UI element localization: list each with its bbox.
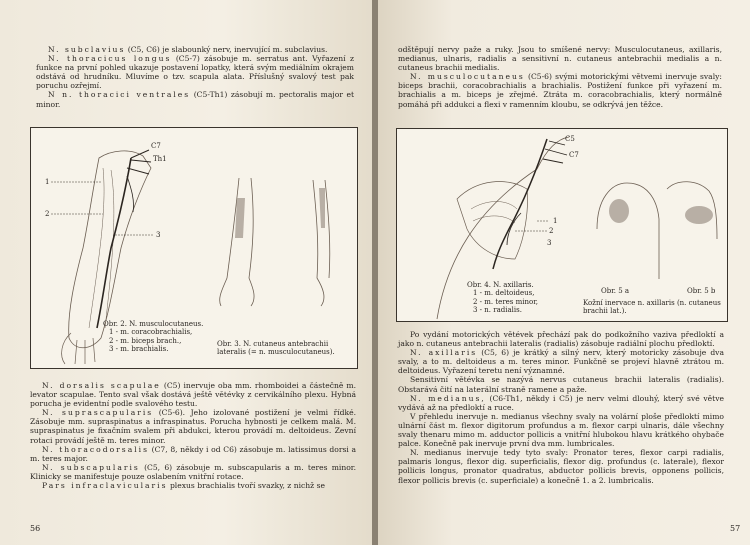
label-th1: Th1 <box>153 155 167 163</box>
paragraph: N. thoracodorsalis (C7, 8, někdy i od C6) zásobuje m. latissimus dorsi a m. teres major. <box>30 444 356 463</box>
fig4-caption: Obr. 4. N. axillaris. 1 - m. deltoideus, 2 - m. teres minor, 3 - n. radialis. <box>467 281 539 315</box>
paragraph: Pars infraclavicularis plexus brachialis tvoří svazky, z nichž se <box>42 481 325 491</box>
left-top-text <box>36 45 354 109</box>
label-c5: C5 <box>565 135 575 143</box>
left-page <box>0 0 372 545</box>
right-top-text <box>398 45 722 109</box>
paragraph: N. musculocutaneus (C5-6) svými motorickými větvemi inervuje svaly: biceps brachii, coracobrachialis a brachialis. Postižení funkce při vyřazení m. brachialis a m. biceps je zřejmé. Ztráta m. coracobrachialis, který normálně pomáhá při addukci a flexi v ramenním kloubu, se odkrývá jen těžce. <box>398 72 722 109</box>
label-1: 1 <box>553 217 558 225</box>
label-3: 3 <box>547 239 552 247</box>
fig3-caption: Obr. 3. N. cutaneus antebrachii lateralis (= n. musculocutaneus). <box>217 340 335 357</box>
paragraph: N. medianus, (C6-Th1, někdy i C5) je nerv velmi dlouhý, který své větve vydává až na předloktí a ruce. <box>398 393 725 412</box>
page-number: 56 <box>30 524 41 533</box>
paragraph: odštěpují nervy paže a ruky. Jsou to smíšené nervy: Musculocutaneus, axillaris, medianus, ulnaris, radialis a sensitivní n. cutaneus antebrachii medialis a n. cutaneus brachii medialis. <box>398 45 722 73</box>
paragraph: N. axillaris (C5, 6) je krátký a silný nerv, který motoricky zásobuje dva svaly, a to m. deltoideus a m. teres minor. Funkčně se projeví hlavně ztrátou m. deltoideus. Vyřazení teretu není významné. <box>398 348 724 376</box>
paragraph: N. thoracicus longus (C5-7) zásobuje m. serratus ant. Vyřazení z funkce na první pohled ukazuje postavení lopatky, která svým mediálním okrajem odstává od hrudníku. Mluvíme o tzv. scapula alata. Příslušný svalový test pak poruchu ozřejmí. <box>36 54 355 91</box>
paragraph: V přehledu inervuje n. medianus všechny svaly na volární ploše předloktí mimo ulnární část m. flexor digitorum profundus a m. flexor carpi ulnaris, dále všechny svaly thenaru mimo m. adductor pollicis a vnitřní hlubokou hlavu krátkého ohybače palce. Konečně pak inervuje první dva mm. lumbricales. <box>398 411 724 449</box>
label-c7: C7 <box>151 142 161 150</box>
paragraph: N. suprascapularis (C5-6). Jeho izolované postižení je velmi řídké. Zásobuje mm. supraspinatus a infraspinatus. Porucha hybnosti je celkem malá. M. supraspinatus je fixačním svalem při abdukci, kterou provádí m. deltoideus. Zevní rotaci provádí ještě m. teres minor. <box>30 408 356 445</box>
label-2: 2 <box>45 210 50 218</box>
label-c7: C7 <box>569 151 579 159</box>
label-2: 2 <box>549 227 554 235</box>
paragraph: N. subclavius (C5, C6) je slabounký nerv, inervující m. subclavius. <box>48 45 328 54</box>
label-3: 3 <box>156 231 161 239</box>
paragraph: N n. thoracici ventrales (C5-Th1) zásobují m. pectoralis major et minor. <box>36 90 355 109</box>
page-number: 57 <box>730 524 741 533</box>
paragraph: Po vydání motorických větévek přechází pak do podkožního vaziva předloktí a jako n. cutaneus antebrachii lateralis (radialis) zásobuje radiální plochu předloktí. <box>398 330 724 349</box>
figure-4-5 <box>396 128 728 322</box>
fig2-caption: Obr. 2. N. musculocutaneus. 1 - m. coracobrachialis, 2 - m. biceps brach., 3 - m. brachialis. <box>103 320 204 354</box>
right-page <box>378 0 750 545</box>
figure-2-3 <box>30 127 358 369</box>
left-bottom-text <box>30 381 356 490</box>
label-1: 1 <box>45 178 50 186</box>
fig5a-caption: Obr. 5 a <box>601 287 630 295</box>
fig5-text: Kožní inervace n. axillaris (n. cutaneus brachii lat.). <box>583 299 721 316</box>
paragraph: Sensitivní větévka se nazývá nervus cutaneus brachii lateralis (radialis). Obstarává čití na laterální straně ramene a paže. <box>398 375 724 394</box>
paragraph: N. dorsalis scapulae (C5) inervuje oba mm. rhomboidei a částečně m. levator scapulae. Tento sval však dostává ještě větévky z cervikálního plexu. Hybná porucha je evidentní podle svalového testu. <box>30 381 356 409</box>
paragraph: N. subscapularis (C5, 6) zásobuje m. subscapularis a m. teres minor. Klinicky se manifestuje pouze oslabením vnitřní rotace. <box>30 462 357 481</box>
right-bottom-text <box>398 330 724 485</box>
paragraph: N. medianus inervuje tedy tyto svaly: Pronator teres, flexor carpi radialis, palmaris longus, flexor dig. superficialis, flexor dig. profundus (c. laterale), flexor pollicis longus, pronator quadratus, abductor pollicis brevis, opponens pollicis, flexor pollicis brevis (c. superficiale) a konečně 1. a 2. lumbricalis. <box>398 448 724 485</box>
fig5b-caption: Obr. 5 b <box>687 287 716 295</box>
